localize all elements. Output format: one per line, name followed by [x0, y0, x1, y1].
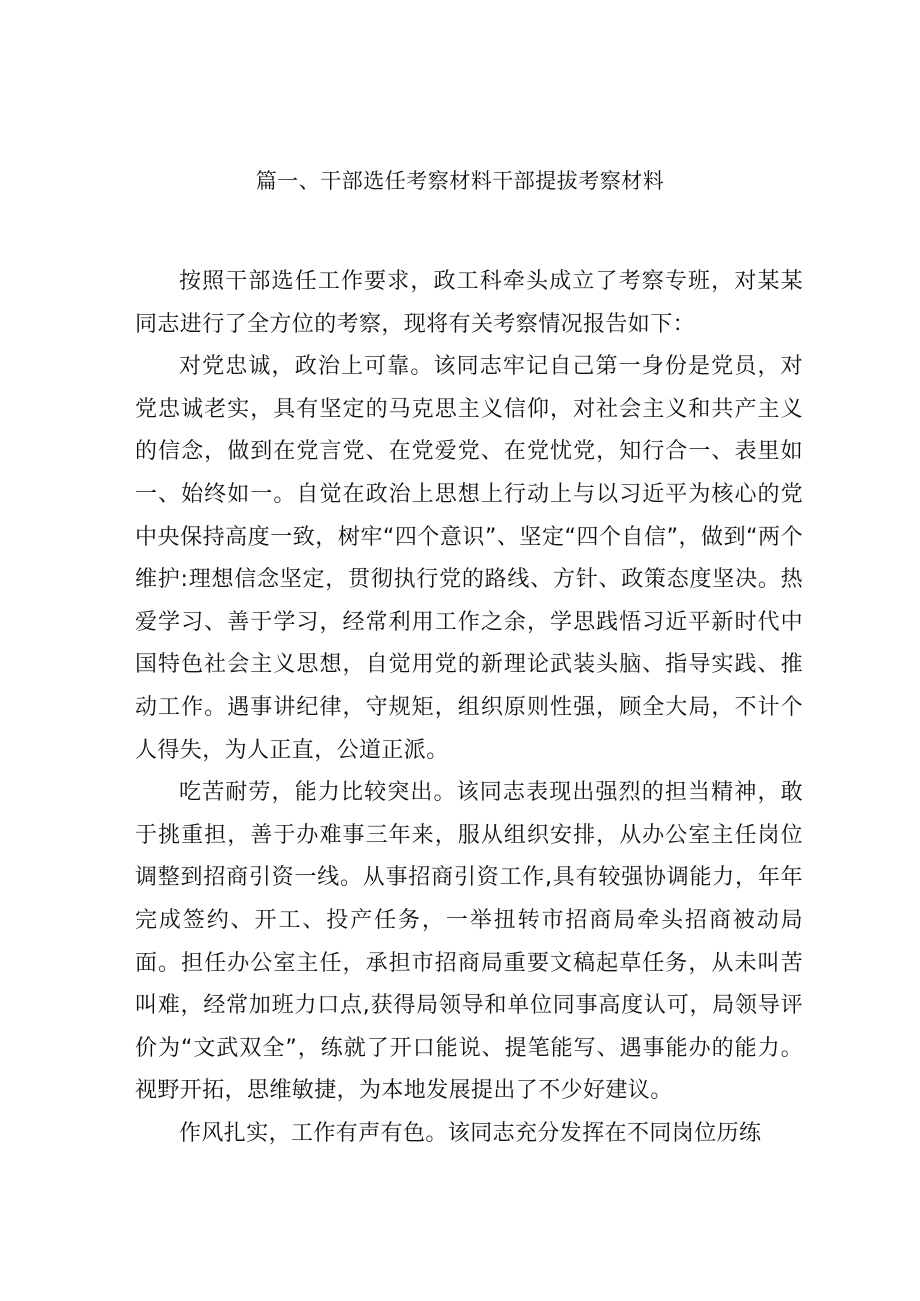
document-title: 篇一、干部选任考察材料干部提拔考察材料 — [255, 169, 665, 193]
paragraph-political-loyalty: 对党忠诚，政治上可靠。该同志牢记自己第一身份是党员，对党忠诚老实，具有坚定的马克思主义信仰，对社会主义和共产主义的信念，做到在党言党、在党爱党、在党忧党，知行合一、表里如一、始终如一。自觉在政治上思想上行动上与以习近平为核心的党中央保持高度一致，树牢“四个意识”、坚定“四个自信”，做到“两个维护:理想信念坚定，贯彻执行党的路线、方针、政策态度坚决。热爱学习、善于学习，经常利用工作之余，学思践悟习近平新时代中国特色社会主义思想，自觉用党的新理论武装头脑、指导实践、推动工作。遇事讲纪律，守规矩，组织原则性强，顾全大局，不计个人得失，为人正直，公道正派。 — [135, 354, 803, 763]
document-body — [135, 261, 803, 1155]
paragraph-work-style: 作风扎实，工作有声有色。该同志充分发挥在不同岗位历练 — [179, 1120, 762, 1146]
paragraph-intro: 按照干部选任工作要求，政工科牵头成立了考察专班，对某某同志进行了全方位的考察，现将有关考察情况报告如下： — [135, 269, 803, 337]
paragraph-ability: 吃苦耐劳，能力比较突出。该同志表现出强烈的担当精神，敢于挑重担，善于办难事三年来，服从组织安排，从办公室主任岗位调整到招商引资一线。从事招商引资工作,具有较强协调能力，年年完成签约、开工、投产任务，一举扭转市招商局牵头招商被动局面。担任办公室主任，承担市招商局重要文稿起草任务，从未叫苦叫难，经常加班力口点,获得局领导和单位同事高度认可，局领导评价为“文武双全”，练就了开口能说、提笔能写、遇事能办的能力。视野开拓，思维敏捷，为本地发展提出了不少好建议。 — [135, 780, 803, 1104]
